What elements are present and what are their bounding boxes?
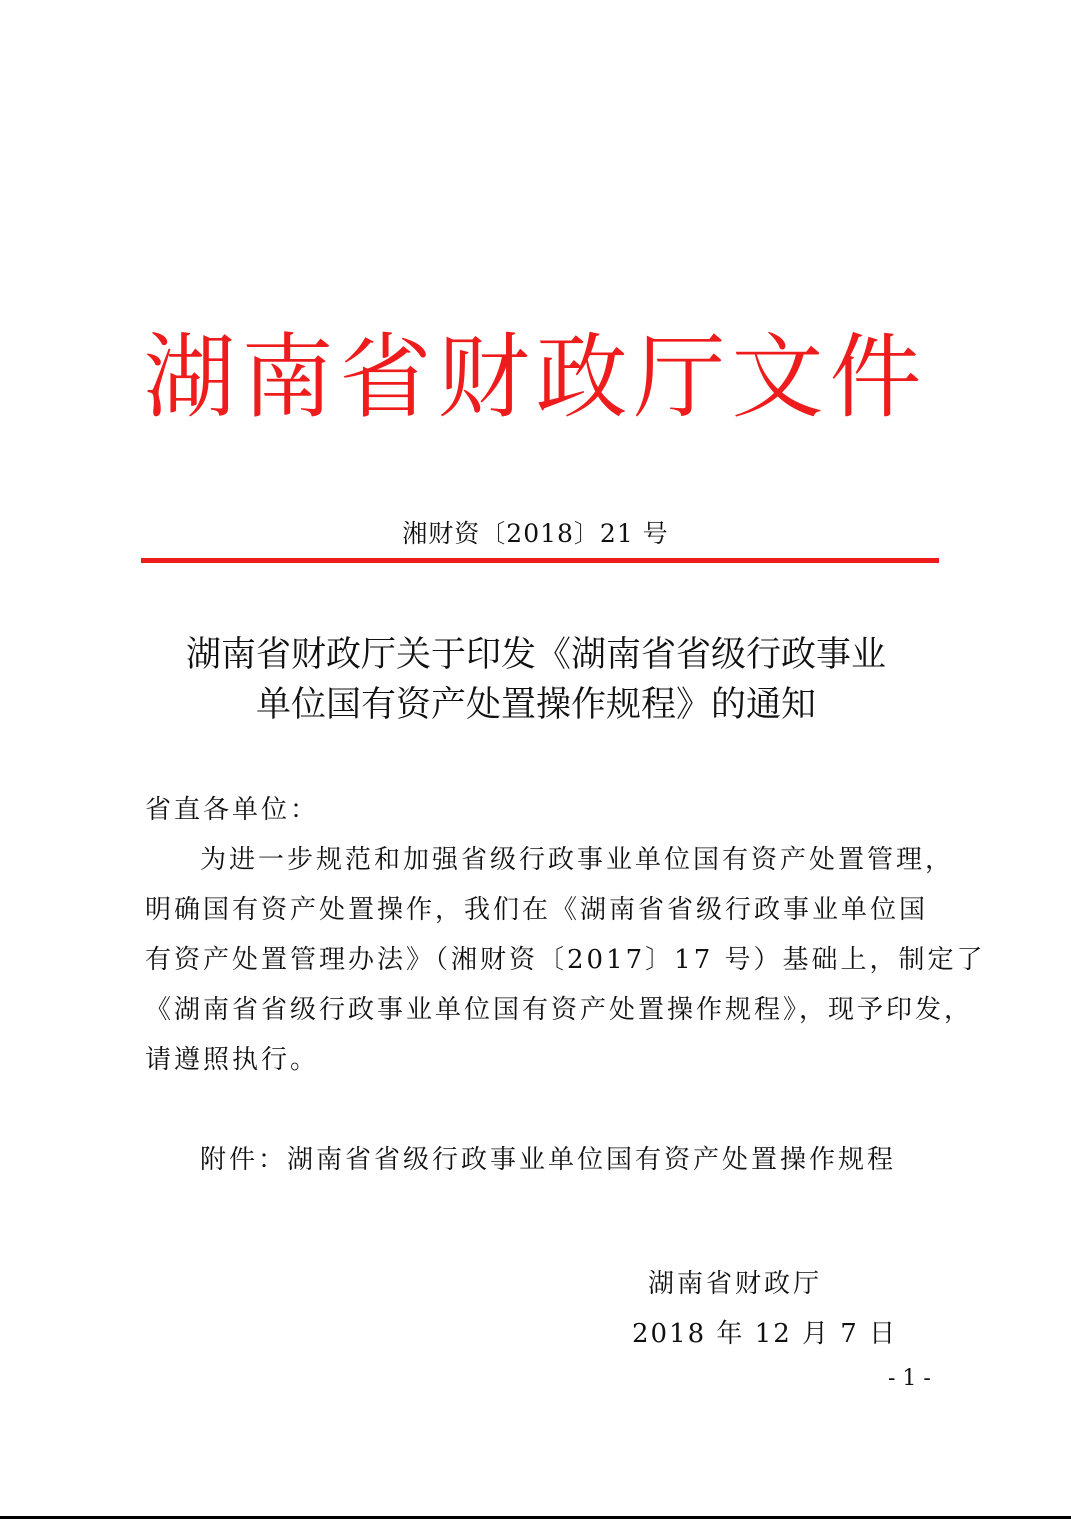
issuer-signature: 湖南省财政厅 [648, 1269, 823, 1299]
notice-title-line-1: 湖南省财政厅关于印发《湖南省省级行政事业 [185, 635, 886, 675]
notice-title-line-2: 单位国有资产处置操作规程》的通知 [255, 685, 816, 725]
document-number: 湘财资〔2018〕21 号 [402, 519, 669, 548]
red-divider-line [141, 558, 939, 563]
body-paragraph-line-5: 请遵照执行。 [145, 1045, 320, 1075]
body-paragraph-line-4: 《湖南省省级行政事业单位国有资产处置操作规程》，现予印发， [145, 995, 974, 1025]
page-number: - 1 - [888, 1366, 931, 1391]
body-paragraph-line-2: 明确国有资产处置操作，我们在《湖南省省级行政事业单位国 [145, 895, 929, 925]
salutation: 省直各单位： [145, 795, 320, 825]
document-header-title: 湖南省财政厅文件 [143, 324, 928, 431]
body-paragraph-line-3: 有资产处置管理办法》（湘财资〔2017〕17 号）基础上，制定了 [145, 945, 986, 975]
attachment-line: 附件：湖南省省级行政事业单位国有资产处置操作规程 [200, 1145, 897, 1175]
issue-date: 2018 年 12 月 7 日 [632, 1319, 898, 1349]
notice-title [130, 630, 942, 730]
body-paragraph-line-1: 为进一步规范和加强省级行政事业单位国有资产处置管理， [200, 845, 955, 875]
